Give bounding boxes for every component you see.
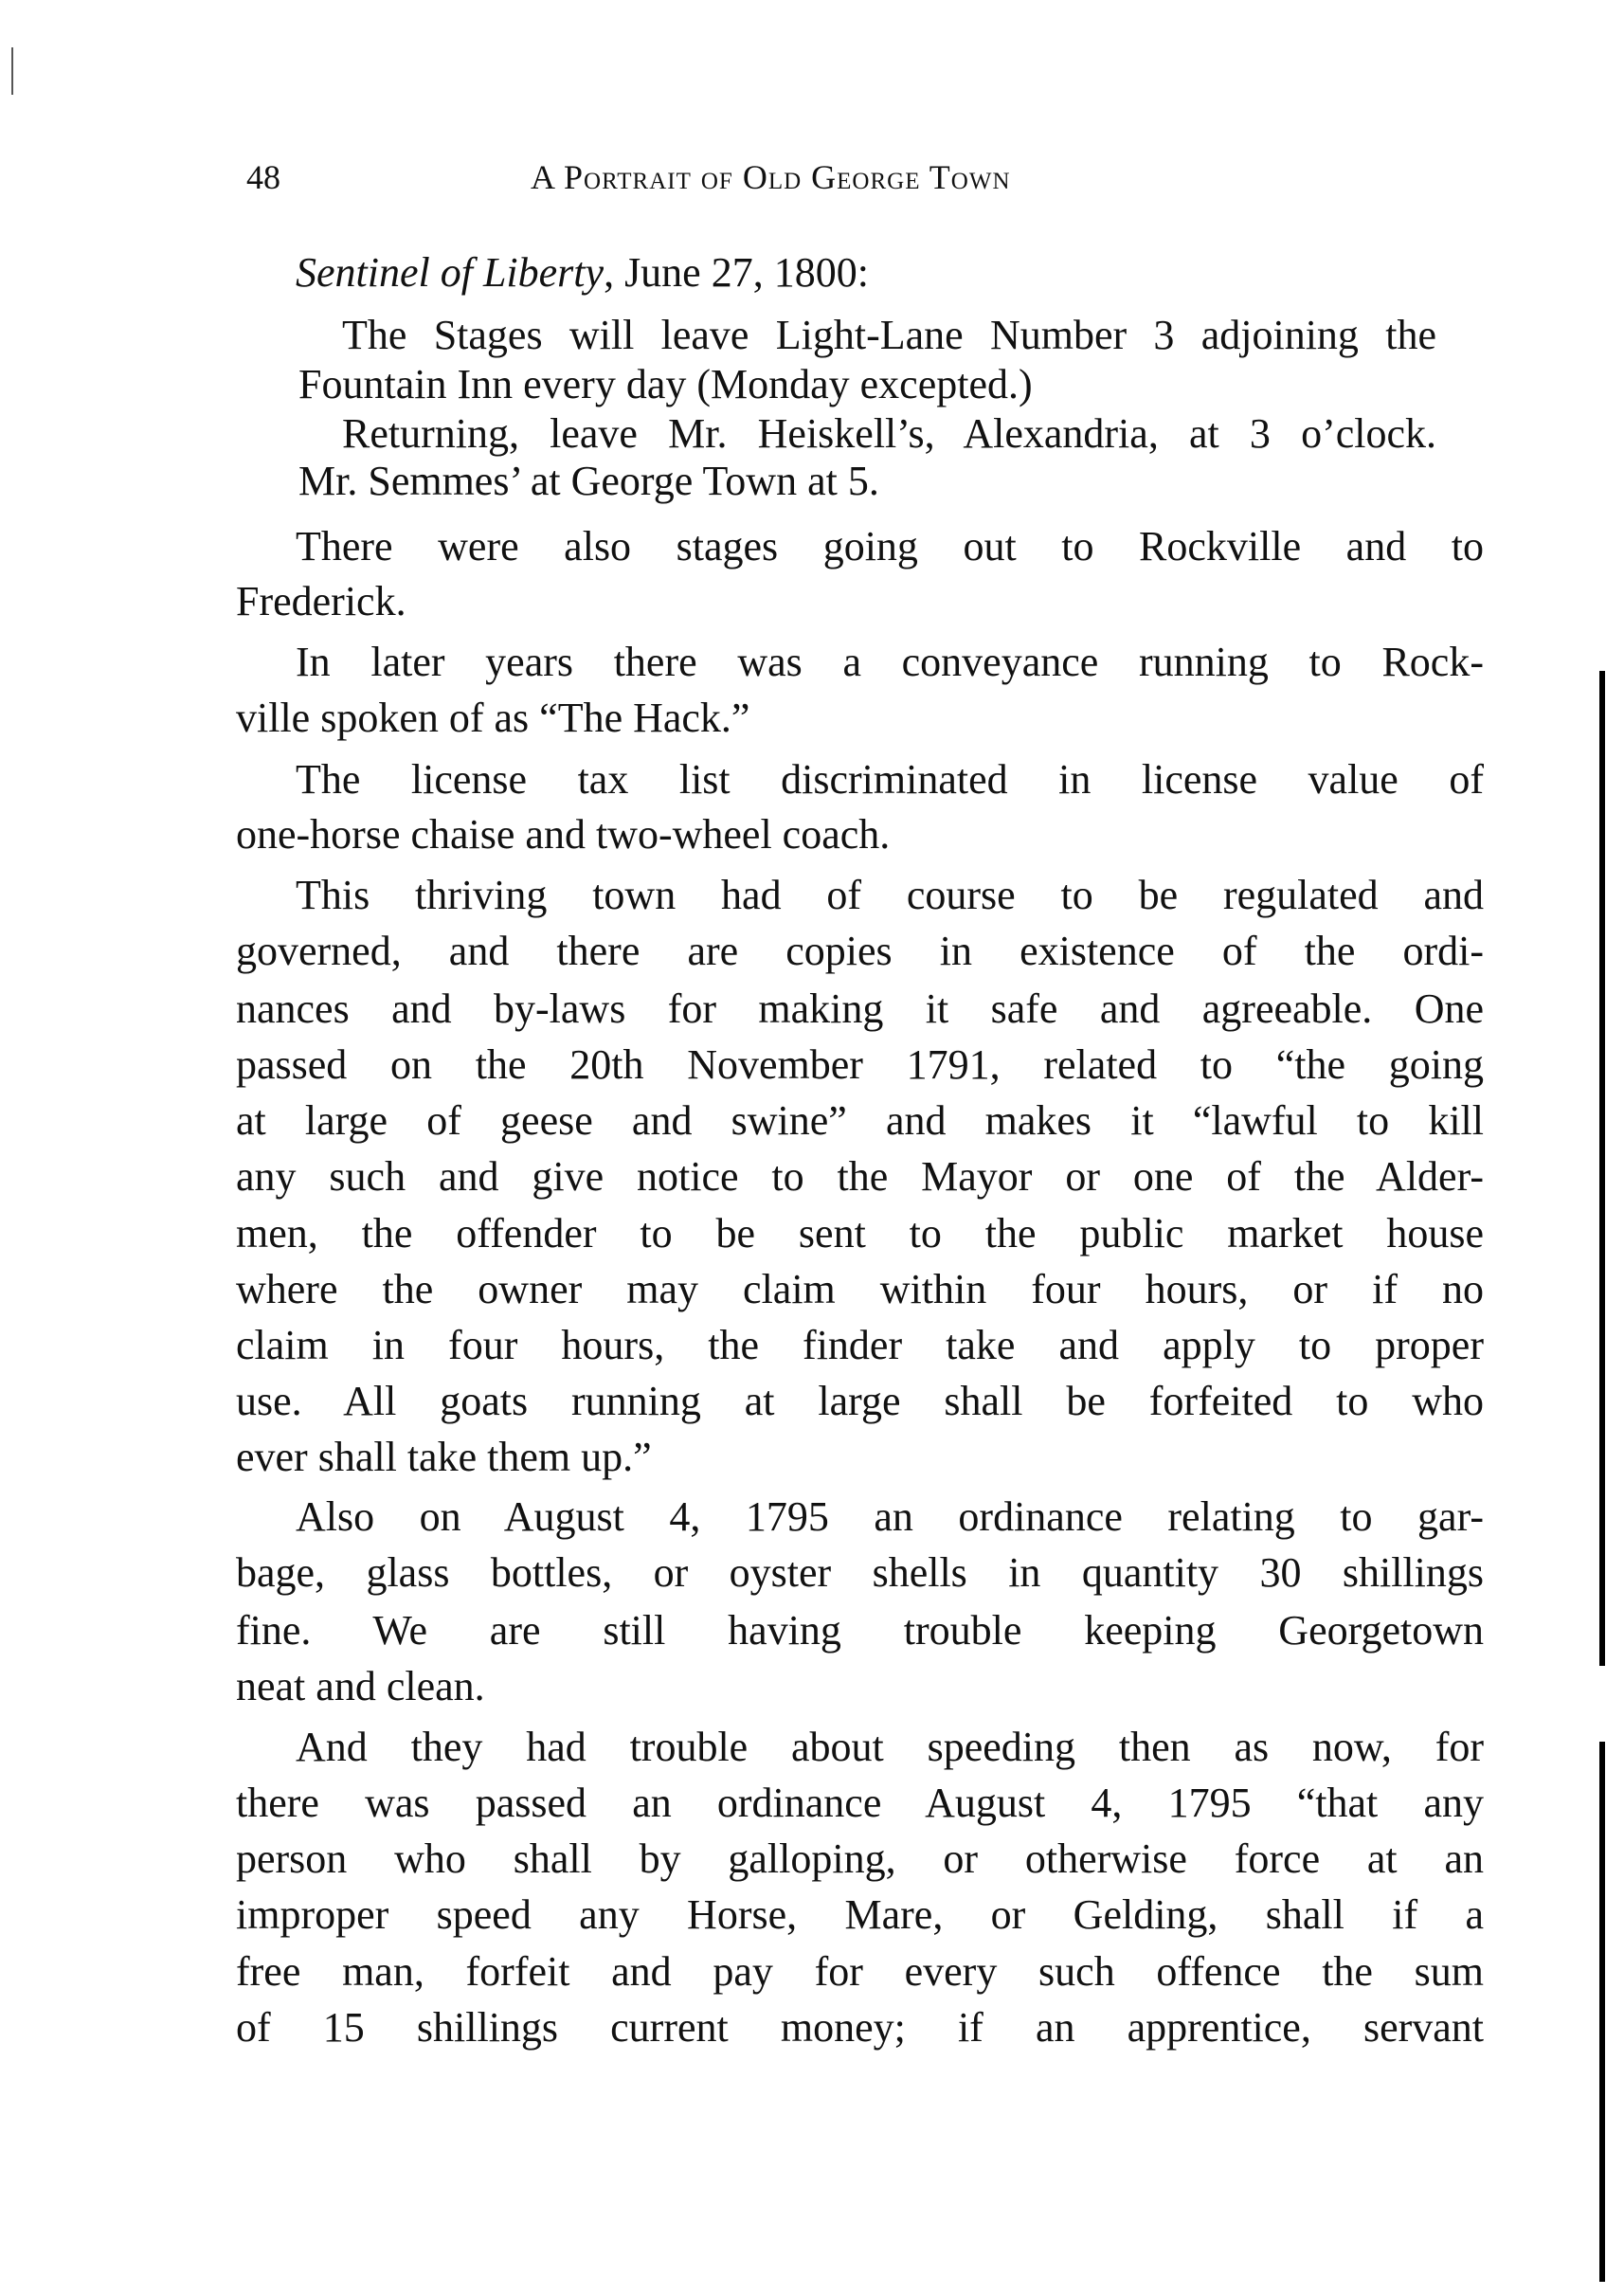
quote-line: Mr. Semmes’ at George Town at 5.	[298, 458, 879, 504]
running-title: A Portrait of Old George Town	[531, 158, 1011, 196]
text-line: ville spoken of as “The Hack.”	[236, 695, 750, 741]
text-line: person who shall by galloping, or otherwise force at an	[236, 1835, 1484, 1882]
text-line: nances and by-laws for making it safe and agreeable. One	[236, 985, 1484, 1032]
scan-edge-bar	[1599, 1742, 1605, 2282]
text-line: governed, and there are copies in existence of the ordi-	[236, 928, 1484, 974]
text-line: In later years there was a conveyance running to Rock-	[296, 639, 1484, 685]
text-line: there was passed an ordinance August 4, 1795 “that any	[236, 1780, 1484, 1826]
scan-edge-bar	[1599, 671, 1605, 1666]
text-line: The license tax list discriminated in license value of	[296, 756, 1484, 803]
text-line: use. All goats running at large shall be forfeited to who	[236, 1378, 1484, 1424]
text-line: of 15 shillings current money; if an apprentice, servant	[236, 2004, 1484, 2051]
text-line: neat and clean.	[236, 1663, 485, 1709]
text-line: passed on the 20th November 1791, related to “the going	[236, 1041, 1484, 1088]
text-line: bage, glass bottles, or oyster shells in quantity 30 shillings	[236, 1549, 1484, 1596]
newspaper-title: Sentinel of Liberty	[296, 249, 604, 296]
page-number: 48	[246, 158, 280, 196]
quote-line: Fountain Inn every day (Monday excepted.)	[298, 361, 1033, 407]
source-citation	[296, 248, 869, 297]
quote-line: Returning, leave Mr. Heiskell’s, Alexandria, at 3 o’clock.	[342, 410, 1436, 457]
text-line: where the owner may claim within four hours, or if no	[236, 1266, 1484, 1312]
text-line: Also on August 4, 1795 an ordinance relating to gar-	[296, 1493, 1484, 1540]
text-line: improper speed any Horse, Mare, or Gelding, shall if a	[236, 1891, 1484, 1938]
text-line: This thriving town had of course to be regulated and	[296, 872, 1484, 918]
text-line: ever shall take them up.”	[236, 1434, 652, 1480]
text-line: one-horse chaise and two-wheel coach.	[236, 811, 891, 858]
text-line: fine. We are still having trouble keeping Georgetown	[236, 1607, 1484, 1654]
text-line: claim in four hours, the finder take and apply to proper	[236, 1322, 1484, 1368]
text-line: at large of geese and swine” and makes it “lawful to kill	[236, 1097, 1484, 1144]
text-line: And they had trouble about speeding then as now, for	[296, 1724, 1484, 1770]
text-line: any such and give notice to the Mayor or one of the Alder-	[236, 1153, 1484, 1200]
text-line: There were also stages going out to Rockville and to	[296, 523, 1484, 569]
text-line: men, the offender to be sent to the public market house	[236, 1210, 1484, 1256]
source-date: , June 27, 1800:	[604, 249, 869, 296]
text-line: Frederick.	[236, 578, 406, 624]
text-line: free man, forfeit and pay for every such offence the sum	[236, 1948, 1484, 1995]
quote-line: The Stages will leave Light-Lane Number 3 adjoining the	[342, 312, 1436, 358]
scan-mark	[11, 47, 13, 95]
